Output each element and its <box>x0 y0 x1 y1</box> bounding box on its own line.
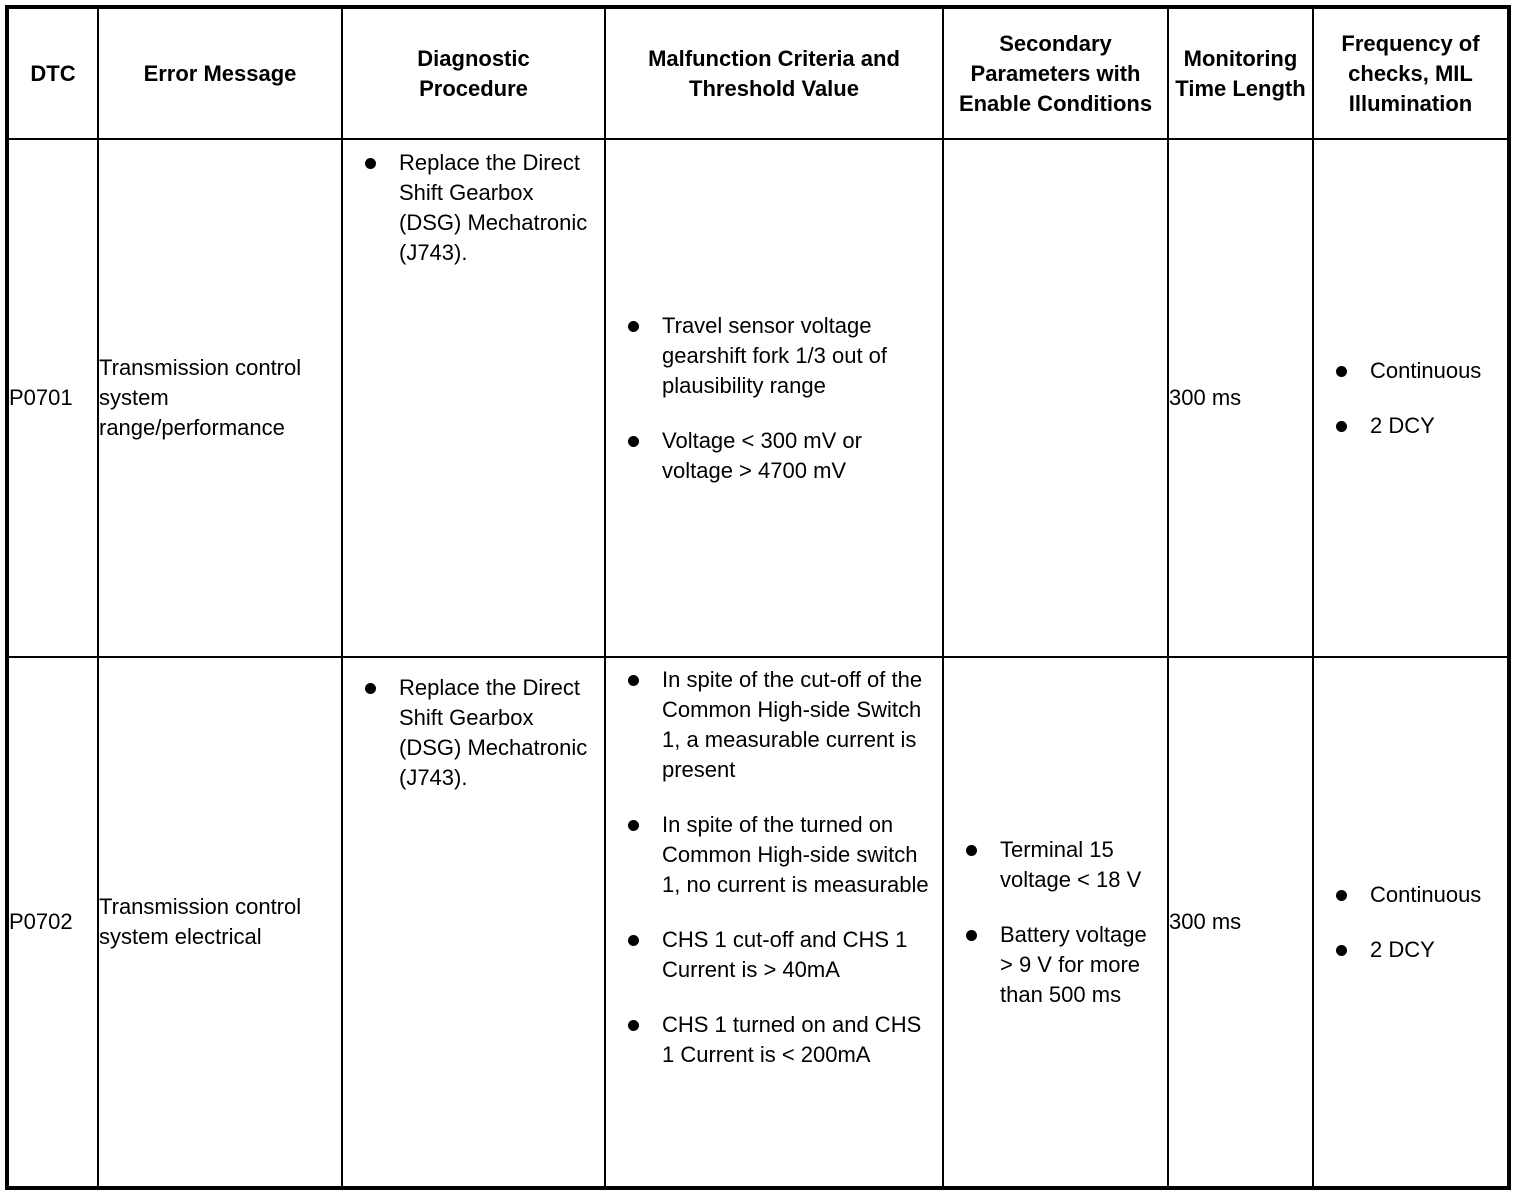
dtc-code: P0701 <box>7 139 98 657</box>
frequency-item: 2 DCY <box>1314 411 1507 441</box>
frequency-list <box>1314 356 1507 441</box>
criteria-cell <box>605 657 943 1188</box>
criteria-list <box>606 311 930 486</box>
procedure-cell <box>342 657 605 1188</box>
frequency-cell <box>1313 657 1509 1188</box>
procedure-list <box>343 673 594 793</box>
header-error-message: Error Message <box>98 7 342 139</box>
header-dtc: DTC <box>7 7 98 139</box>
criteria-item: In spite of the turned on Common High-side switch 1, no current is measurable <box>606 810 930 900</box>
procedure-item: Replace the Direct Shift Gearbox (DSG) Mechatronic (J743). <box>343 148 594 268</box>
frequency-item: Continuous <box>1314 880 1507 910</box>
secondary-item: Terminal 15 voltage < 18 V <box>944 835 1161 895</box>
header-monitoring-time <box>1168 7 1313 139</box>
header-secondary-parameters <box>943 7 1168 139</box>
monitoring-time: 300 ms <box>1168 139 1313 657</box>
procedure-list <box>343 148 594 268</box>
error-message: Transmission control system electrical <box>98 657 342 1188</box>
monitoring-time: 300 ms <box>1168 657 1313 1188</box>
table-row <box>7 139 1509 657</box>
table-row <box>7 657 1509 1188</box>
header-frequency <box>1313 7 1509 139</box>
header-monitoring-time-text: Monitoring Time Length <box>1175 45 1306 101</box>
secondary-cell-empty <box>943 139 1168 657</box>
frequency-item: Continuous <box>1314 356 1507 386</box>
frequency-cell <box>1313 139 1509 657</box>
criteria-item: CHS 1 turned on and CHS 1 Current is < 200mA <box>606 1010 930 1070</box>
criteria-item: Travel sensor voltage gearshift fork 1/3 out of plausibility range <box>606 311 930 401</box>
procedure-item: Replace the Direct Shift Gearbox (DSG) Mechatronic (J743). <box>343 673 594 793</box>
dtc-code: P0702 <box>7 657 98 1188</box>
header-diagnostic-procedure <box>342 7 605 139</box>
header-malfunction-criteria-text: Malfunction Criteria and Threshold Value <box>648 45 900 101</box>
frequency-list <box>1314 880 1507 965</box>
header-malfunction-criteria <box>605 7 943 139</box>
secondary-item: Battery voltage > 9 V for more than 500 ms <box>944 920 1161 1010</box>
header-secondary-parameters-text: Secondary Parameters with Enable Conditions <box>958 30 1153 116</box>
procedure-cell <box>342 139 605 657</box>
criteria-item: Voltage < 300 mV or voltage > 4700 mV <box>606 426 930 486</box>
header-diagnostic-procedure-text: Diagnostic Procedure <box>417 45 530 101</box>
frequency-item: 2 DCY <box>1314 935 1507 965</box>
criteria-list <box>606 665 930 1070</box>
header-row <box>7 7 1509 139</box>
criteria-item: CHS 1 cut-off and CHS 1 Current is > 40mA <box>606 925 930 985</box>
criteria-cell <box>605 139 943 657</box>
header-frequency-text: Frequency of checks, MIL Illumination <box>1341 30 1480 116</box>
error-message: Transmission control system range/performance <box>98 139 342 657</box>
criteria-item: In spite of the cut-off of the Common High-side Switch 1, a measurable current is present <box>606 665 930 785</box>
dtc-table <box>5 5 1511 1190</box>
secondary-list <box>944 835 1161 1010</box>
secondary-cell <box>943 657 1168 1188</box>
